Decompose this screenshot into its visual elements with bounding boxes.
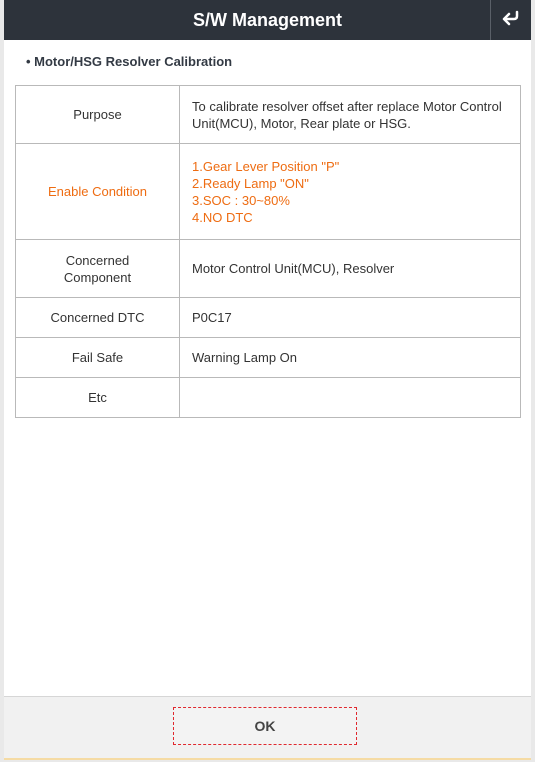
title-bar (4, 0, 531, 40)
calibration-info-table (15, 85, 521, 418)
condition-item: 2.Ready Lamp "ON" (192, 175, 309, 191)
table-row-concerned-component (16, 240, 521, 298)
row-label-enable-condition: Enable Condition (16, 144, 180, 240)
section-title: • Motor/HSG Resolver Calibration (26, 54, 233, 69)
table-row-etc (16, 378, 521, 418)
condition-item: 1.Gear Lever Position "P" (192, 158, 340, 174)
row-value-etc (180, 378, 521, 418)
footer-bar (4, 696, 531, 760)
label-line: Concerned (65, 252, 130, 268)
return-arrow-icon (501, 10, 521, 31)
row-value-concerned-component: Motor Control Unit(MCU), Resolver (180, 240, 521, 298)
page-title: S/W Management (192, 10, 343, 30)
table-row-purpose (16, 86, 521, 144)
table-row-fail-safe (16, 338, 521, 378)
footer-divider (4, 758, 531, 760)
condition-item: 4.NO DTC (192, 209, 253, 225)
row-label-concerned-component (16, 240, 180, 298)
row-value-concerned-dtc: P0C17 (180, 298, 521, 338)
back-button[interactable] (490, 0, 531, 40)
row-value-purpose: To calibrate resolver offset after replace Motor Control Unit(MCU), Motor, Rear plate or HSG. (180, 86, 521, 144)
row-value-enable-condition (180, 144, 521, 240)
table-row-concerned-dtc (16, 298, 521, 338)
ok-button[interactable]: OK (173, 707, 357, 745)
condition-item: 3.SOC : 30~80% (192, 192, 290, 208)
row-label-purpose: Purpose (16, 86, 180, 144)
row-label-etc: Etc (16, 378, 180, 418)
row-value-fail-safe: Warning Lamp On (180, 338, 521, 378)
row-label-concerned-dtc: Concerned DTC (16, 298, 180, 338)
row-label-fail-safe: Fail Safe (16, 338, 180, 378)
label-line: Component (63, 269, 132, 285)
table-row-enable-condition (16, 144, 521, 240)
